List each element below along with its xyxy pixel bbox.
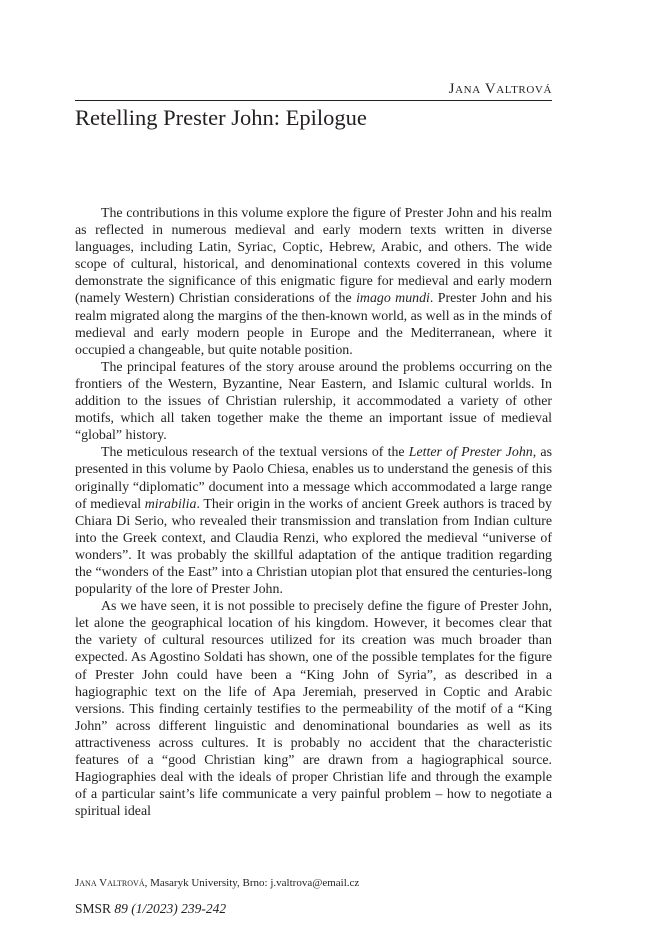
footer-citation: 89 (1/2023) 239-242	[114, 901, 227, 916]
footer-journal-name: SMSR	[75, 901, 112, 916]
article-title: Retelling Prester John: Epilogue	[75, 105, 367, 130]
running-header-author: Jana Valtrová	[448, 81, 552, 97]
paragraph-3-italic-letter: Letter of Prester John	[408, 445, 533, 461]
footer-affiliation: , Masaryk University, Brno: j.valtrova@email.cz	[144, 877, 360, 889]
paragraph-3-italic-mirabilia: mirabilia	[144, 496, 197, 512]
paragraph-3-text-c: , as presented in this volume by Paolo Chiesa, enables us to understand the genesis of this originally “diplomatic” document into a message which accommodated a large range of medieval	[75, 445, 552, 512]
footer-journal-citation	[75, 900, 226, 918]
footer-author-info	[75, 876, 359, 890]
paragraph-1-text-a: The contributions in this volume explore the figure of Prester John and his realm as reflected in numerous medieval and early modern texts written in diverse languages, including Latin, Syriac, Coptic, Hebrew, Arabic, and others. The wide scope of cultural, historical, and denominational contexts covered in this volume demonstrate the significance of this enigmatic figure for medieval and early modern (namely Western) Christian considerations of the	[75, 206, 552, 307]
paragraph-3-text-a: The meticulous research of the textual versions of the	[101, 445, 409, 461]
paragraph-4: As we have seen, it is not possible to precisely define the figure of Prester John, let alone the geographical location of his kingdom. However, it becomes clear that the variety of cultural resources utilized for its creation was much broader than expected. As Agostino Soldati has shown, one of the possible templates for the figure of Prester John could have been a “King John of Syria”, as described in a hagiographic text on the life of Apa Jeremiah, preserved in Coptic and Arabic versions. This finding certainly testifies to the permeability of the motif of a “King John” across different linguistic and denominational boundaries as well as its attractiveness across cultures. It is probably no accident that the characteristic features of a “good Christian king” are drawn from a hagiographical source. Hagiographies deal with the ideals of proper Christian life and through the example of a particular saint’s life communicate a very painful problem – how to negotiate a spiritual ideal	[75, 599, 552, 820]
paragraph-3	[75, 444, 552, 598]
article-body	[75, 205, 552, 820]
paragraph-1-italic: imago mundi	[356, 291, 430, 307]
header-rule	[75, 100, 552, 101]
paragraph-2: The principal features of the story arouse around the problems occurring on the frontiers of the Western, Byzantine, Near Eastern, and Islamic cultural worlds. In addition to the issues of Christian rulership, it accommodated a variety of other motifs, which all taken together make the theme an important issue of medieval “global” history.	[75, 359, 552, 444]
paragraph-1	[75, 205, 552, 359]
paragraph-3-text-e: . Their origin in the works of ancient Greek authors is traced by Chiara Di Serio, who revealed their transmission and translation from Indian culture into the Greek context, and Claudia Renzi, who explored the medieval “universe of wonders”. It was probably the skillful adaptation of the antique tradition regarding the “wonders of the East” into a Christian utopian plot that ensured the centuries-long popularity of the lore of Prester John.	[75, 496, 552, 598]
footer-author-name: Jana Valtrová	[75, 877, 145, 889]
paragraph-1-text-c: . Prester John and his realm migrated along the margins of the then-known world, as well as in the minds of medieval and early modern people in Europe and the Mediterranean, where it occupied a changeable, but quite notable position.	[75, 291, 552, 358]
